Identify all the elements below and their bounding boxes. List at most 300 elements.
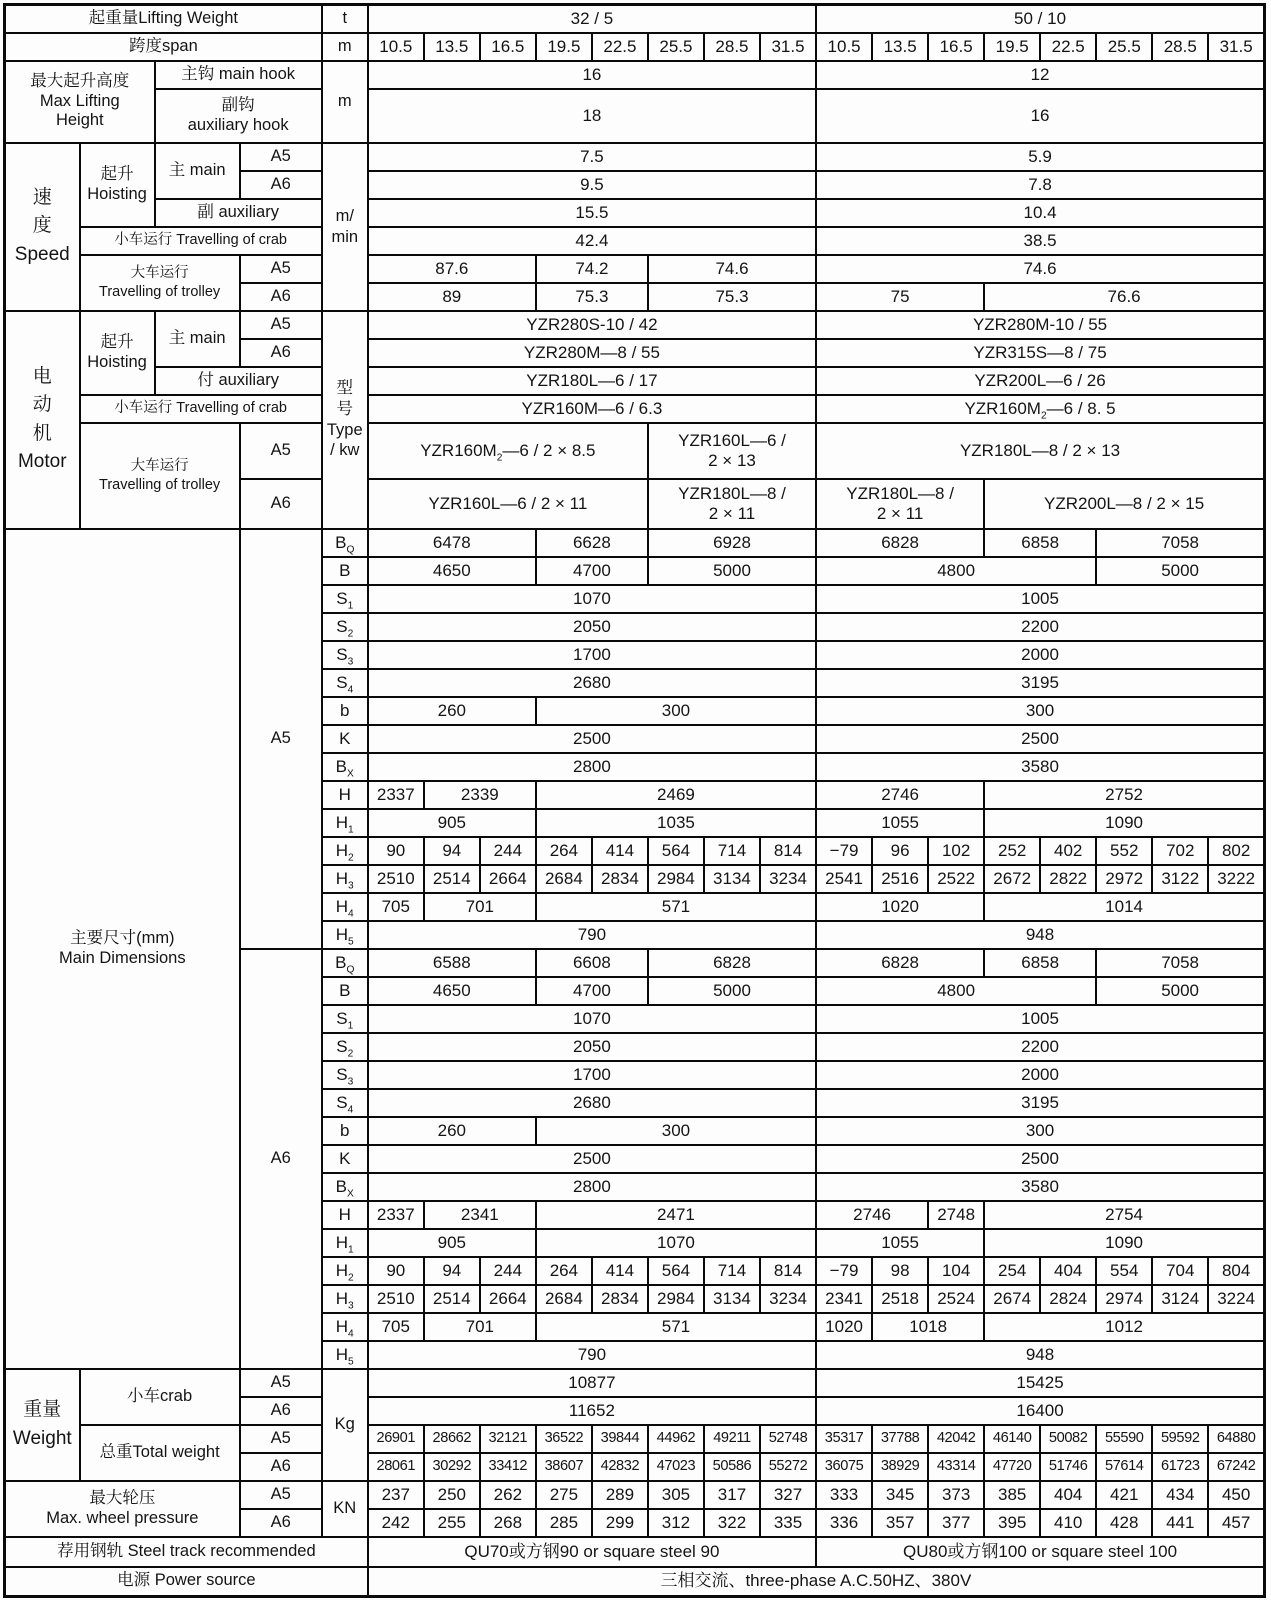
- value-cell: 2337: [368, 1201, 424, 1229]
- power-source-label: 电源 Power source: [5, 1567, 368, 1597]
- speed-unit: m/ min: [322, 143, 368, 311]
- value-cell: 804: [1208, 1257, 1264, 1285]
- value-cell: 4700: [536, 557, 648, 585]
- value-cell: 2500: [368, 1145, 816, 1173]
- dim-h5: $H_5$: [322, 1341, 368, 1369]
- span-value: 19.5: [536, 33, 592, 61]
- value-cell: 三相交流、three-phase A.C.50HZ、380V: [368, 1567, 1265, 1597]
- dim-h3: $H_3$: [322, 1285, 368, 1313]
- value-cell: 6588: [368, 949, 536, 977]
- value-cell: 345: [872, 1481, 928, 1509]
- value-cell: 16400: [816, 1397, 1264, 1425]
- value-cell: YZR200L—6 / 26: [816, 367, 1264, 395]
- value-cell: 51746: [1040, 1453, 1096, 1481]
- value-cell: 90: [368, 1257, 424, 1285]
- value-cell: 15.5: [368, 199, 816, 227]
- value-cell: YZR200L—8 / 2 × 15: [984, 479, 1264, 529]
- dim-bx: $B_X$: [322, 1173, 368, 1201]
- value-cell: 564: [648, 1257, 704, 1285]
- span-unit: m: [322, 33, 368, 61]
- value-cell: 2984: [648, 1285, 704, 1313]
- value-cell: 12: [816, 61, 1264, 89]
- value-cell: 6608: [536, 949, 648, 977]
- value-cell: 552: [1096, 837, 1152, 865]
- value-cell: 2500: [368, 725, 816, 753]
- duty-a6: A6: [240, 171, 322, 199]
- value-cell: QU80或方钢100 or square steel 100: [816, 1537, 1264, 1567]
- value-cell: 3580: [816, 753, 1264, 781]
- value-cell: 5000: [1096, 557, 1264, 585]
- dim-bx: $B_X$: [322, 753, 368, 781]
- value-cell: 402: [1040, 837, 1096, 865]
- value-cell: 74.2: [536, 255, 648, 283]
- value-cell: 7058: [1096, 529, 1264, 557]
- span-value: 28.5: [1152, 33, 1208, 61]
- value-cell: 3134: [704, 865, 760, 893]
- value-cell: 1090: [984, 809, 1264, 837]
- value-cell: 2664: [480, 1285, 536, 1313]
- value-cell: 2746: [816, 1201, 928, 1229]
- value-cell: 2754: [984, 1201, 1264, 1229]
- value-cell: 2674: [984, 1285, 1040, 1313]
- dim-h: H: [322, 781, 368, 809]
- value-cell: 814: [760, 837, 816, 865]
- value-cell: 2800: [368, 1173, 816, 1201]
- value-cell: 2752: [984, 781, 1264, 809]
- value-cell: 16: [816, 89, 1264, 143]
- span-value: 31.5: [1208, 33, 1264, 61]
- value-cell: 1700: [368, 641, 816, 669]
- span-value: 22.5: [1040, 33, 1096, 61]
- value-cell: 2672: [984, 865, 1040, 893]
- value-cell: YZR160L—6 / 2 × 13: [648, 423, 816, 479]
- value-cell: 1020: [816, 1313, 872, 1341]
- value-cell: 2200: [816, 1033, 1264, 1061]
- value-cell: 262: [480, 1481, 536, 1509]
- value-cell: 564: [648, 837, 704, 865]
- value-cell: 38607: [536, 1453, 592, 1481]
- value-cell: 1005: [816, 585, 1264, 613]
- duty-a6: A6: [240, 479, 322, 529]
- value-cell: 336: [816, 1509, 872, 1537]
- dim-h5: $H_5$: [322, 921, 368, 949]
- value-cell: 2518: [872, 1285, 928, 1313]
- span-value: 13.5: [424, 33, 480, 61]
- value-cell: 38929: [872, 1453, 928, 1481]
- value-cell: 15425: [816, 1369, 1264, 1397]
- value-cell: 2522: [928, 865, 984, 893]
- max-lifting-height-label: 最大起升高度 Max Lifting Height: [5, 61, 155, 143]
- auxiliary-hook-label: 副钩 auxiliary hook: [155, 89, 322, 143]
- value-cell: 2050: [368, 613, 816, 641]
- dim-s2: $S_2$: [322, 1033, 368, 1061]
- dim-s3: $S_3$: [322, 641, 368, 669]
- dim-h1: $H_1$: [322, 809, 368, 837]
- height-unit: m: [322, 61, 368, 143]
- value-cell: 44962: [648, 1425, 704, 1453]
- dim-b-small: b: [322, 1117, 368, 1145]
- value-cell: 6828: [816, 529, 984, 557]
- value-cell: 2050: [368, 1033, 816, 1061]
- value-cell: 252: [984, 837, 1040, 865]
- value-cell: 43314: [928, 1453, 984, 1481]
- value-cell: 260: [368, 697, 536, 725]
- weight-unit: Kg: [322, 1369, 368, 1481]
- dim-b: B: [322, 557, 368, 585]
- value-cell: 2974: [1096, 1285, 1152, 1313]
- value-cell: 2664: [480, 865, 536, 893]
- value-cell: 2500: [816, 1145, 1264, 1173]
- value-cell: 42.4: [368, 227, 816, 255]
- value-cell: 10.4: [816, 199, 1264, 227]
- value-cell: 250: [424, 1481, 480, 1509]
- value-cell: 1020: [816, 893, 984, 921]
- value-cell: 714: [704, 837, 760, 865]
- value-cell: 1012: [984, 1313, 1264, 1341]
- value-cell: 704: [1152, 1257, 1208, 1285]
- value-cell: 36522: [536, 1425, 592, 1453]
- value-cell: 300: [536, 1117, 816, 1145]
- value-cell: 285: [536, 1509, 592, 1537]
- value-cell: 2510: [368, 865, 424, 893]
- value-cell: 7.8: [816, 171, 1264, 199]
- value-cell: 3195: [816, 669, 1264, 697]
- value-cell: 905: [368, 809, 536, 837]
- duty-a6: A6: [240, 339, 322, 367]
- value-cell: QU70或方钢90 or square steel 90: [368, 1537, 816, 1567]
- value-cell: 3124: [1152, 1285, 1208, 1313]
- span-value: 31.5: [760, 33, 816, 61]
- value-cell: 335: [760, 1509, 816, 1537]
- duty-a6: A6: [240, 283, 322, 311]
- value-cell: 5.9: [816, 143, 1264, 171]
- value-cell: 441: [1152, 1509, 1208, 1537]
- dim-b: B: [322, 977, 368, 1005]
- span-value: 22.5: [592, 33, 648, 61]
- value-cell: 50586: [704, 1453, 760, 1481]
- value-cell: YZR180L—8 / 2 × 11: [648, 479, 816, 529]
- dim-s1: $S_1$: [322, 585, 368, 613]
- value-cell: 1070: [368, 585, 816, 613]
- value-cell: 414: [592, 1257, 648, 1285]
- value-cell: 244: [480, 1257, 536, 1285]
- value-cell: 300: [816, 697, 1264, 725]
- value-cell: 75.3: [648, 283, 816, 311]
- wheel-pressure-unit: KN: [322, 1481, 368, 1537]
- value-cell: YZR180L—8 / 2 × 13: [816, 423, 1264, 479]
- value-cell: 322: [704, 1509, 760, 1537]
- dim-s4: $S_4$: [322, 1089, 368, 1117]
- speed-hoisting-label: 起升 Hoisting: [80, 143, 155, 227]
- span-value: 10.5: [816, 33, 872, 61]
- value-cell: 2514: [424, 865, 480, 893]
- value-cell: 395: [984, 1509, 1040, 1537]
- value-cell: 2684: [536, 1285, 592, 1313]
- value-cell: 4700: [536, 977, 648, 1005]
- value-cell: 3134: [704, 1285, 760, 1313]
- span-value: 19.5: [984, 33, 1040, 61]
- value-cell: 7058: [1096, 949, 1264, 977]
- value-cell: 333: [816, 1481, 872, 1509]
- weight-section-label: 重量 Weight: [5, 1369, 80, 1481]
- value-cell: 237: [368, 1481, 424, 1509]
- value-cell: 2748: [928, 1201, 984, 1229]
- dim-b-small: b: [322, 697, 368, 725]
- value-cell: 300: [816, 1117, 1264, 1145]
- value-cell: $YZR160M_2—6 / 8$. 5: [816, 395, 1264, 423]
- dim-h3: $H_3$: [322, 865, 368, 893]
- value-cell: 2984: [648, 865, 704, 893]
- value-cell: 6858: [984, 949, 1096, 977]
- value-cell: 2516: [872, 865, 928, 893]
- value-cell: 2510: [368, 1285, 424, 1313]
- value-cell: 55272: [760, 1453, 816, 1481]
- dim-bq: $B_Q$: [322, 529, 368, 557]
- value-cell: 1055: [816, 809, 984, 837]
- value-cell: 1005: [816, 1005, 1264, 1033]
- value-cell: 2514: [424, 1285, 480, 1313]
- value-cell: 36075: [816, 1453, 872, 1481]
- value-cell: 50082: [1040, 1425, 1096, 1453]
- value-cell: 2834: [592, 1285, 648, 1313]
- value-cell: 571: [536, 1313, 816, 1341]
- duty-a5: A5: [240, 255, 322, 283]
- value-cell: 2341: [816, 1285, 872, 1313]
- value-cell: 289: [592, 1481, 648, 1509]
- value-cell: 42042: [928, 1425, 984, 1453]
- main-hook-label: 主钩 main hook: [155, 61, 322, 89]
- duty-a5: A5: [240, 143, 322, 171]
- value-cell: YZR160L—6 / 2 × 11: [368, 479, 648, 529]
- value-cell: 18: [368, 89, 816, 143]
- value-cell: 242: [368, 1509, 424, 1537]
- value-cell: 30292: [424, 1453, 480, 1481]
- value-cell: 55590: [1096, 1425, 1152, 1453]
- span-value: 25.5: [1096, 33, 1152, 61]
- value-cell: 450: [1208, 1481, 1264, 1509]
- value-cell: 2746: [816, 781, 984, 809]
- value-cell: 47720: [984, 1453, 1040, 1481]
- dim-h4: $H_4$: [322, 893, 368, 921]
- value-cell: 905: [368, 1229, 536, 1257]
- value-cell: 373: [928, 1481, 984, 1509]
- value-cell: 705: [368, 893, 424, 921]
- value-cell: 33412: [480, 1453, 536, 1481]
- value-cell: 42832: [592, 1453, 648, 1481]
- value-cell: 244: [480, 837, 536, 865]
- value-cell: YZR180L—6 / 17: [368, 367, 816, 395]
- value-cell: 76.6: [984, 283, 1264, 311]
- value-cell: 10877: [368, 1369, 816, 1397]
- value-cell: 327: [760, 1481, 816, 1509]
- value-cell: 90: [368, 837, 424, 865]
- value-cell: 57614: [1096, 1453, 1152, 1481]
- value-cell: 554: [1096, 1257, 1152, 1285]
- speed-trolley-label: 大车运行 Travelling of trolley: [80, 255, 240, 311]
- value-cell: 702: [1152, 837, 1208, 865]
- motor-type-unit: 型 号 Type / kw: [322, 311, 368, 529]
- span-value: 16.5: [480, 33, 536, 61]
- motor-main-label: 主 main: [155, 311, 240, 367]
- value-cell: 571: [536, 893, 816, 921]
- value-cell: YZR315S—8 / 75: [816, 339, 1264, 367]
- value-cell: 2000: [816, 641, 1264, 669]
- duty-a5: A5: [240, 1425, 322, 1453]
- value-cell: 28662: [424, 1425, 480, 1453]
- value-cell: 39844: [592, 1425, 648, 1453]
- value-cell: 74.6: [816, 255, 1264, 283]
- speed-section-label: 速 度 Speed: [5, 143, 80, 311]
- value-cell: 404: [1040, 1481, 1096, 1509]
- dim-h2: $H_2$: [322, 837, 368, 865]
- value-cell: 264: [536, 1257, 592, 1285]
- value-cell: 2524: [928, 1285, 984, 1313]
- speed-auxiliary-label: 副 auxiliary: [155, 199, 322, 227]
- value-cell: 37788: [872, 1425, 928, 1453]
- value-cell: 790: [368, 1341, 816, 1369]
- value-cell: 414: [592, 837, 648, 865]
- dim-h4: $H_4$: [322, 1313, 368, 1341]
- value-cell: 6828: [816, 949, 984, 977]
- value-cell: 357: [872, 1509, 928, 1537]
- value-cell: YZR180L—8 / 2 × 11: [816, 479, 984, 529]
- dim-h2: $H_2$: [322, 1257, 368, 1285]
- value-cell: 2337: [368, 781, 424, 809]
- value-cell: 260: [368, 1117, 536, 1145]
- value-cell: 5000: [1096, 977, 1264, 1005]
- value-cell: 3222: [1208, 865, 1264, 893]
- value-cell: 28061: [368, 1453, 424, 1481]
- capacity-32-5: 32 / 5: [368, 5, 816, 33]
- value-cell: YZR280S-10 / 42: [368, 311, 816, 339]
- value-cell: 2469: [536, 781, 816, 809]
- value-cell: 11652: [368, 1397, 816, 1425]
- value-cell: 26901: [368, 1425, 424, 1453]
- steel-track-label: 荐用钢轨 Steel track recommended: [5, 1537, 368, 1567]
- speed-main-label: 主 main: [155, 143, 240, 199]
- dim-h1: $H_1$: [322, 1229, 368, 1257]
- value-cell: 701: [424, 893, 536, 921]
- value-cell: 75: [816, 283, 984, 311]
- value-cell: YZR280M-10 / 55: [816, 311, 1264, 339]
- value-cell: 434: [1152, 1481, 1208, 1509]
- value-cell: 6628: [536, 529, 648, 557]
- value-cell: 948: [816, 921, 1264, 949]
- value-cell: 89: [368, 283, 536, 311]
- value-cell: 96: [872, 837, 928, 865]
- value-cell: 38.5: [816, 227, 1264, 255]
- value-cell: 3224: [1208, 1285, 1264, 1313]
- value-cell: 3195: [816, 1089, 1264, 1117]
- dim-s2: $S_2$: [322, 613, 368, 641]
- span-value: 28.5: [704, 33, 760, 61]
- value-cell: 2000: [816, 1061, 1264, 1089]
- value-cell: 299: [592, 1509, 648, 1537]
- duty-a5: A5: [240, 1369, 322, 1397]
- capacity-50-10: 50 / 10: [816, 5, 1264, 33]
- value-cell: 255: [424, 1509, 480, 1537]
- motor-trolley-label: 大车运行 Travelling of trolley: [80, 423, 240, 529]
- value-cell: 49211: [704, 1425, 760, 1453]
- value-cell: 1090: [984, 1229, 1264, 1257]
- value-cell: 6828: [648, 949, 816, 977]
- value-cell: 305: [648, 1481, 704, 1509]
- value-cell: YZR280M—8 / 55: [368, 339, 816, 367]
- duty-a5: A5: [240, 311, 322, 339]
- value-cell: 3234: [760, 865, 816, 893]
- value-cell: 1055: [816, 1229, 984, 1257]
- value-cell: 421: [1096, 1481, 1152, 1509]
- speed-crab-label: 小车运行 Travelling of crab: [80, 227, 322, 255]
- value-cell: 7.5: [368, 143, 816, 171]
- value-cell: 87.6: [368, 255, 536, 283]
- value-cell: 377: [928, 1509, 984, 1537]
- value-cell: 275: [536, 1481, 592, 1509]
- value-cell: 428: [1096, 1509, 1152, 1537]
- value-cell: 457: [1208, 1509, 1264, 1537]
- value-cell: 98: [872, 1257, 928, 1285]
- value-cell: 52748: [760, 1425, 816, 1453]
- max-wheel-pressure-label: 最大轮压 Max. wheel pressure: [5, 1481, 240, 1537]
- value-cell: 1070: [536, 1229, 816, 1257]
- total-weight-label: 总重Total weight: [80, 1425, 240, 1481]
- dims-duty-a6: A6: [240, 949, 322, 1369]
- value-cell: 6858: [984, 529, 1096, 557]
- dim-bq: $B_Q$: [322, 949, 368, 977]
- value-cell: 104: [928, 1257, 984, 1285]
- value-cell: 1035: [536, 809, 816, 837]
- span-value: 16.5: [928, 33, 984, 61]
- value-cell: 404: [1040, 1257, 1096, 1285]
- value-cell: 46140: [984, 1425, 1040, 1453]
- value-cell: 814: [760, 1257, 816, 1285]
- value-cell: 2800: [368, 753, 816, 781]
- value-cell: 802: [1208, 837, 1264, 865]
- value-cell: 701: [424, 1313, 536, 1341]
- value-cell: −79: [816, 837, 872, 865]
- value-cell: $YZR160M_2—6 / 2 \times 8.5$: [368, 423, 648, 479]
- value-cell: 4650: [368, 557, 536, 585]
- value-cell: 6478: [368, 529, 536, 557]
- value-cell: 2834: [592, 865, 648, 893]
- value-cell: 94: [424, 1257, 480, 1285]
- duty-a6: A6: [240, 1509, 322, 1537]
- value-cell: 75.3: [536, 283, 648, 311]
- motor-crab-label: 小车运行 Travelling of crab: [80, 395, 322, 423]
- value-cell: 9.5: [368, 171, 816, 199]
- value-cell: 1700: [368, 1061, 816, 1089]
- value-cell: 2680: [368, 1089, 816, 1117]
- value-cell: 2972: [1096, 865, 1152, 893]
- value-cell: 5000: [648, 977, 816, 1005]
- value-cell: 4650: [368, 977, 536, 1005]
- span-value: 10.5: [368, 33, 424, 61]
- dim-k: K: [322, 1145, 368, 1173]
- value-cell: −79: [816, 1257, 872, 1285]
- value-cell: 264: [536, 837, 592, 865]
- value-cell: YZR160M—6 / 6.3: [368, 395, 816, 423]
- duty-a6: A6: [240, 1453, 322, 1481]
- value-cell: 317: [704, 1481, 760, 1509]
- value-cell: 3234: [760, 1285, 816, 1313]
- value-cell: 59592: [1152, 1425, 1208, 1453]
- dim-s1: $S_1$: [322, 1005, 368, 1033]
- dim-s3: $S_3$: [322, 1061, 368, 1089]
- value-cell: 385: [984, 1481, 1040, 1509]
- crab-weight-label: 小车crab: [80, 1369, 240, 1425]
- value-cell: 5000: [648, 557, 816, 585]
- value-cell: 714: [704, 1257, 760, 1285]
